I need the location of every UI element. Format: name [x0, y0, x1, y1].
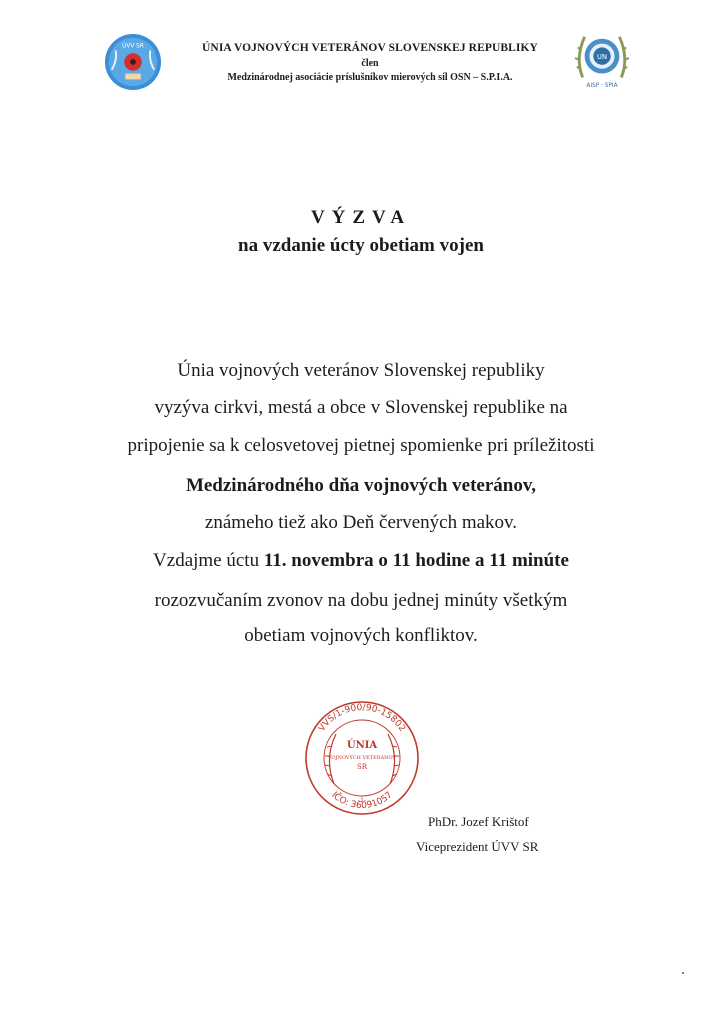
body-line-6-prefix: Vzdajme úctu: [153, 550, 264, 571]
signatory-name: PhDr. Jozef Krištof: [428, 814, 529, 829]
uvv-sr-logo: [104, 33, 162, 91]
stamp-center-line-3: SR: [356, 763, 368, 771]
stamp-top-arc: VVS/1-900/90-15802: [316, 702, 408, 734]
scan-speck: [682, 972, 684, 974]
stamp-center-line-2: VOJNOVÝCH VETERÁNOV: [327, 755, 397, 761]
body-line-6-date: 11. novembra o 11 hodine a 11 minúte: [263, 550, 569, 571]
association-name: Medzinárodnej asociácie príslušníkov mierových síl OSN – S.P.I.A.: [227, 72, 513, 83]
body-line-5: známeho tiež ako Deň červených makov.: [204, 512, 518, 533]
aisp-spia-logo: [573, 27, 631, 93]
body-line-6: [0, 550, 722, 572]
document-subtitle: na vzdanie úcty obetiam vojen: [238, 235, 484, 256]
member-label: člen: [361, 58, 379, 69]
logo-right-text: AISP · SPIA: [586, 83, 618, 90]
document-title: VÝZVA: [310, 207, 412, 228]
body-line-7: rozozvučaním zvonov na dobu jednej minúty všetkým: [154, 590, 568, 611]
body-line-1: Únia vojnových veteránov Slovenskej republiky: [177, 360, 545, 381]
body-line-8: obetiam vojnových konfliktov.: [244, 625, 478, 646]
logo-right-inner-text: UN: [597, 53, 607, 62]
body-line-2: vyzýva cirkvi, mestá a obce v Slovenskej republike na: [154, 397, 568, 418]
body-line-3: pripojenie sa k celosvetovej pietnej spomienke pri príležitosti: [127, 435, 595, 456]
stamp-bottom-arc: IČO: 36091057: [329, 790, 395, 812]
stamp-mark: -1-: [357, 797, 367, 804]
organization-name: ÚNIA VOJNOVÝCH VETERÁNOV SLOVENSKEJ REPUBLIKY: [202, 42, 538, 54]
official-stamp: [302, 686, 422, 826]
logo-left-text: ÚVV SR: [122, 43, 144, 50]
signatory-role: Viceprezident ÚVV SR: [416, 839, 539, 854]
body-line-4: Medzinárodného dňa vojnových veteránov,: [185, 475, 537, 496]
stamp-center-line-1: ÚNIA: [346, 740, 378, 751]
